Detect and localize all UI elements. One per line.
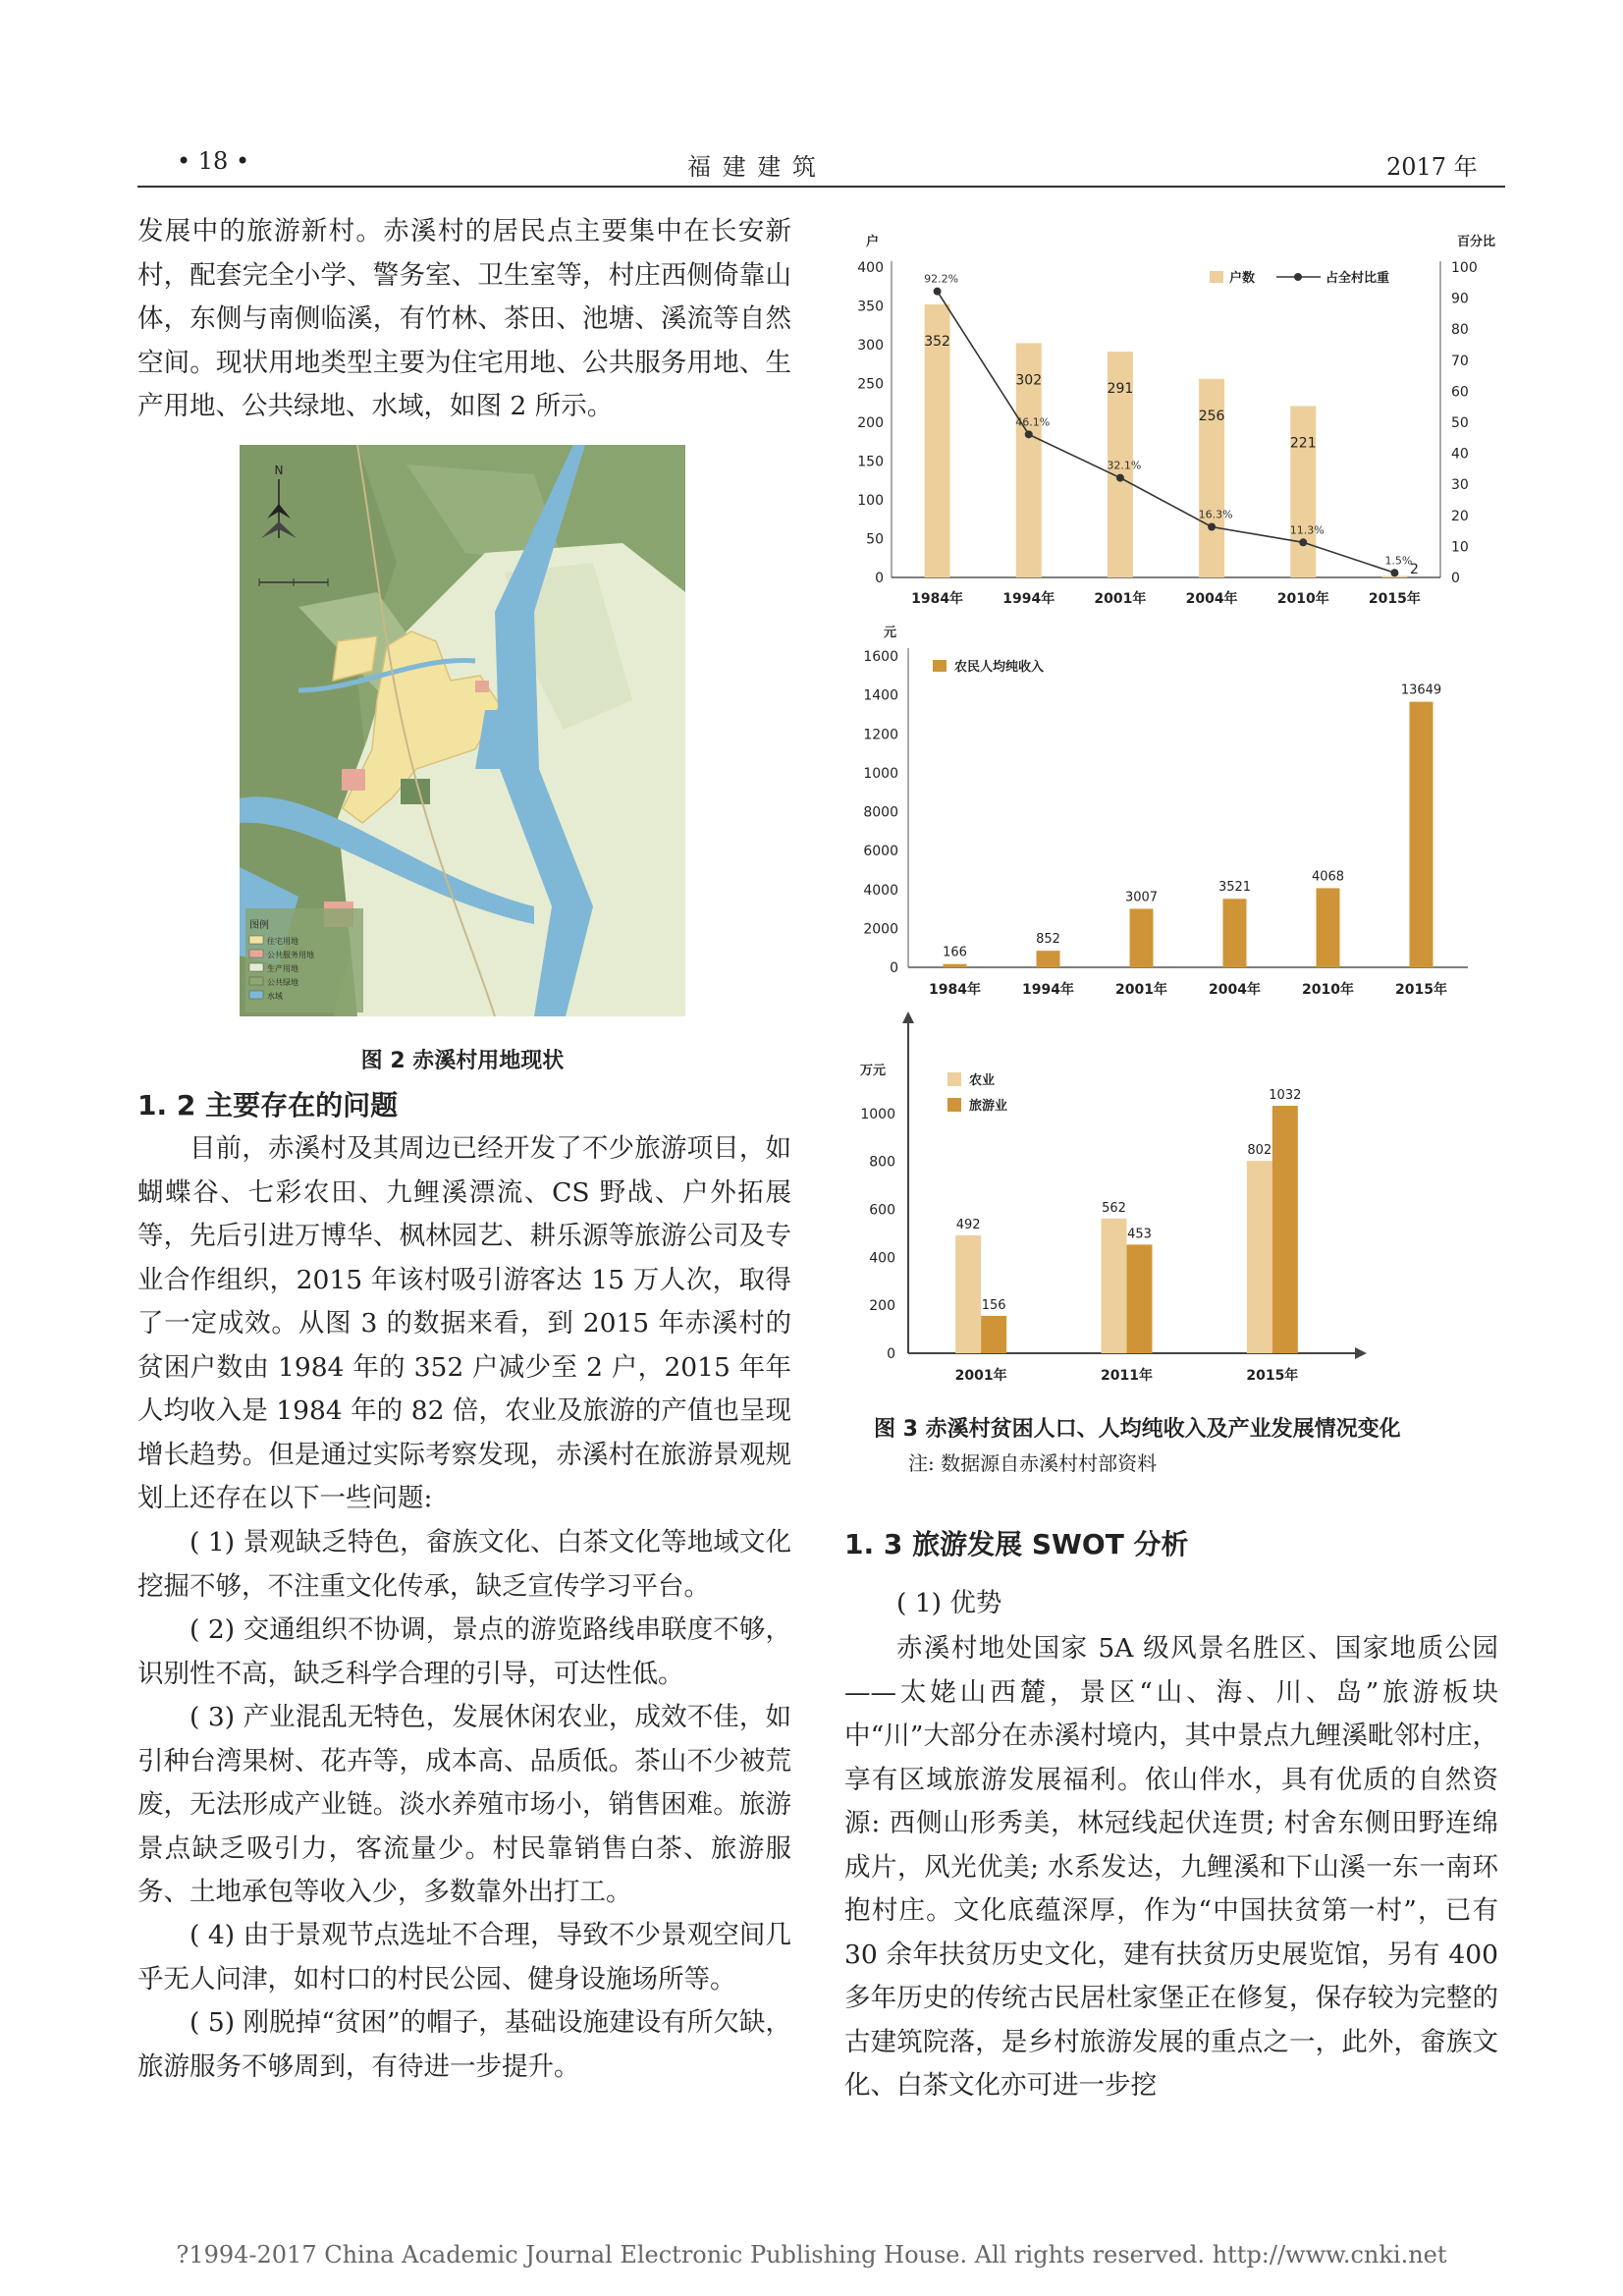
chart3-ytick-400: 400 xyxy=(869,1250,895,1267)
journal-title: 福 建 建 筑 xyxy=(687,153,818,181)
page-number: • 18 • xyxy=(177,147,250,175)
chart3-bar-label-2001-0: 492 xyxy=(955,1217,981,1232)
chart1-xtick-1994: 1994年 xyxy=(1002,591,1055,607)
chart1-ytick-right-60: 60 xyxy=(1451,384,1469,401)
chart1-ytick-right-50: 50 xyxy=(1451,415,1469,431)
chart3-bar-label-2015-1: 1032 xyxy=(1269,1088,1302,1104)
chart1-bar-2010 xyxy=(1290,406,1316,577)
chart3-ytick-800: 800 xyxy=(869,1154,895,1171)
chart3-ylabel: 万元 xyxy=(860,1064,887,1078)
chart1-ytick-left-250: 250 xyxy=(857,376,884,393)
compass-north-label: N xyxy=(274,464,284,477)
chart1-point-2015 xyxy=(1390,569,1398,576)
chart1-bar-label-2001: 291 xyxy=(1107,381,1134,398)
chart2-legend-swatch xyxy=(933,660,947,672)
chart1-ytick-left-400: 400 xyxy=(857,260,884,276)
chart1-legend-bar-swatch xyxy=(1210,271,1223,283)
chart2-legend-label: 农民人均纯收入 xyxy=(954,660,1045,675)
chart3-ytick-200: 200 xyxy=(869,1298,895,1315)
issue-1: ( 1) 景观缺乏特色，畲族文化、白茶文化等地域文化挖掘不够，不注重文化传承，缺乏宣传学习平台。 xyxy=(137,1527,791,1602)
chart1-ytick-left-200: 200 xyxy=(857,415,884,431)
advantages-paragraph: 赤溪村地处国家 5A 级风景名胜区、国家地质公园——太姥山西麓，景区“山、海、川、岛”旅游板块中“川”大部分在赤溪村境内，其中景点九鲤溪毗邻村庄，享有区域旅游发展福利。依山伴水，具有优质的自然资源: 西侧山形秀美，林冠线起伏连贯; 村舍东侧田野连绵成片，风光优美; 水系发达，九鲤溪和下山溪一东一南环抱村庄。文化底蕴深厚，作为“中国扶贫第一村”，已有 30 余年扶贫历史文化，建有扶贫历史展览馆，另有 400 多年历史的传统古民居杜家堡正在修复，保存较为完整的古建筑院落，是乡村旅游发展的重点之一，此外，畲族文化、白茶文化亦可进一步挖 xyxy=(844,1633,1498,2101)
chart1-ytick-right-90: 90 xyxy=(1451,291,1469,307)
chart2-xtick-1994: 1994年 xyxy=(1022,982,1074,998)
figure2-caption: 图 2 赤溪村用地现状 xyxy=(360,1049,565,1073)
chart1-point-2001 xyxy=(1116,474,1124,482)
chart2-ylabel: 元 xyxy=(884,626,897,640)
chart3-ytick-600: 600 xyxy=(869,1202,895,1219)
chart1-ytick-left-0: 0 xyxy=(875,571,884,586)
chart3-x-axis-arrow xyxy=(1355,1347,1367,1359)
chart3-y-axis-arrow xyxy=(902,1011,914,1023)
chart2-bar-label-2001: 3007 xyxy=(1124,890,1159,905)
subsection-advantages: ( 1) 优势 xyxy=(896,1588,1002,1618)
chart3-bar-2001-0 xyxy=(955,1235,981,1353)
legend-public-green: 公共绿地 xyxy=(267,978,298,987)
figure3-charts xyxy=(835,221,1512,1384)
section-1-2-title: 1. 2 主要存在的问题 xyxy=(137,1089,399,1121)
chart1-point-label-1984: 92.2% xyxy=(924,272,959,286)
figure3-note: 注: 数据源自赤溪村村部资料 xyxy=(908,1451,1158,1475)
chart1-ytick-right-100: 100 xyxy=(1451,260,1478,276)
chart2-bar-label-1994: 852 xyxy=(1036,932,1060,948)
chart1-ytick-right-30: 30 xyxy=(1451,477,1469,494)
chart1-ytick-left-50: 50 xyxy=(866,531,884,548)
chart1-xtick-2010: 2010年 xyxy=(1276,591,1329,607)
chart2-bar-1984 xyxy=(944,964,967,967)
chart1-xtick-2015: 2015年 xyxy=(1368,591,1421,607)
copyright-footer: ?1994-2017 China Academic Journal Electronic Publishing House. All rights reserved. http://www.cnki.net xyxy=(176,2241,1447,2269)
chart1-point-1984 xyxy=(934,288,942,296)
chart1-ytick-left-350: 350 xyxy=(857,299,884,315)
legend-residential: 住宅用地 xyxy=(267,937,298,946)
chart1-legend-bar-label: 户数 xyxy=(1229,271,1256,286)
chart2-bar-1994 xyxy=(1037,951,1060,967)
chart3-bar-2011-1 xyxy=(1127,1244,1153,1353)
chart3-bar-label-2015-0: 802 xyxy=(1247,1143,1272,1159)
issues-intro-paragraph: 目前，赤溪村及其周边已经开发了不少旅游项目，如蝴蝶谷、七彩农田、九鲤溪漂流、CS 野战、户外拓展等，先后引进万博华、枫林园艺、耕乐源等旅游公司及专业合作组织，2015 年该村吸引游客达 15 万人次，取得了一定成效。从图 3 的数据来看，到 2015 年赤溪村的贫困户数由 1984 年的 352 户减少至 2 户，2015 年年人均收入是 1984 年的 82 倍，农业及旅游的产值也呈现增长趋势。但是通过实际考察发现，赤溪村在旅游景观规划上还存在以下一些问题: xyxy=(137,1133,791,1513)
chart2-ytick-3: 6000 xyxy=(863,844,898,860)
chart1-ylabel-left: 户 xyxy=(866,235,880,249)
issue-5: ( 5) 刚脱掉“贫困”的帽子，基础设施建设有所欠缺，旅游服务不够周到，有待进一步提升。 xyxy=(137,2007,791,2082)
header-year: 2017 年 xyxy=(1386,153,1478,181)
chart1-point-label-2010: 11.3% xyxy=(1289,523,1325,537)
chart2-xtick-2015: 2015年 xyxy=(1395,982,1447,998)
chart3-bar-2001-1 xyxy=(981,1316,1006,1353)
chart3-bar-2015-1 xyxy=(1272,1106,1298,1353)
legend-public-service: 公共服务用地 xyxy=(267,951,314,959)
chart1-point-label-2004: 16.3% xyxy=(1198,508,1233,521)
chart2-ytick-1: 2000 xyxy=(863,921,898,938)
issue-2: ( 2) 交通组织不协调，景点的游览路线串联度不够，识别性不高，缺乏科学合理的引导，可达性低。 xyxy=(137,1614,791,1689)
chart2-bar-label-2010: 4068 xyxy=(1311,869,1345,885)
intro-paragraph: 发展中的旅游新村。赤溪村的居民点主要集中在长安新村，配套完全小学、警务室、卫生室等，村庄西侧倚靠山体，东侧与南侧临溪，有竹林、茶田、池塘、溪流等自然空间。现状用地类型主要为住宅用地、公共服务用地、生产用地、公共绿地、水域，如图 2 所示。 xyxy=(137,216,791,421)
chart2-xtick-2004: 2004年 xyxy=(1209,982,1261,998)
chart2-xtick-1984: 1984年 xyxy=(929,982,981,998)
chart1-point-label-2001: 32.1% xyxy=(1107,459,1142,472)
issue-4: ( 4) 由于景观节点选址不合理，导致不少景观空间几乎无人问津，如村口的村民公园、健身设施场所等。 xyxy=(137,1920,791,1995)
chart3-legend-swatch-0 xyxy=(947,1072,961,1086)
chart2-ytick-7: 1400 xyxy=(863,687,898,704)
chart3-ytick-0: 0 xyxy=(887,1346,895,1362)
issue-3: ( 3) 产业混乱无特色，发展休闲农业，成效不佳，如引种台湾果树、花卉等，成本高、品质低。茶山不少被荒废，无法形成产业链。淡水养殖市场小，销售困难。旅游景点缺乏吸引力，客流量少。村民靠销售白茶、旅游服务、土地承包等收入少，多数靠外出打工。 xyxy=(137,1702,791,1907)
chart3-bar-label-2011-1: 453 xyxy=(1127,1227,1152,1242)
chart3-bar-label-2001-1: 156 xyxy=(981,1297,1006,1313)
chart1-ytick-right-40: 40 xyxy=(1451,446,1469,463)
chart1-ytick-left-300: 300 xyxy=(857,338,884,354)
chart2-ytick-0: 0 xyxy=(890,960,898,976)
chart1-legend-line-label: 占全村比重 xyxy=(1325,271,1390,286)
chart3-xtick-2015: 2015年 xyxy=(1246,1368,1299,1384)
legend-title: 图例 xyxy=(249,920,269,931)
chart1-ytick-right-20: 20 xyxy=(1451,508,1469,524)
chart1-point-1994 xyxy=(1025,430,1033,438)
chart2-bar-2010 xyxy=(1317,888,1340,967)
legend-production: 生产用地 xyxy=(267,964,298,973)
chart3-legend-swatch-1 xyxy=(947,1098,961,1112)
chart2-xtick-2001: 2001年 xyxy=(1115,982,1167,998)
chart3-ytick-1000: 1000 xyxy=(860,1106,895,1122)
chart1-bar-label-2010: 221 xyxy=(1289,435,1317,452)
chart1-point-2010 xyxy=(1299,538,1307,546)
chart1-bar-label-2015: 2 xyxy=(1409,562,1419,577)
chart2-bar-2004 xyxy=(1223,899,1247,967)
chart1-ytick-left-100: 100 xyxy=(857,493,884,509)
chart2-ytick-8: 1600 xyxy=(863,649,898,665)
chart1-bar-label-1984: 352 xyxy=(924,333,950,350)
chart3-bar-2011-0 xyxy=(1102,1219,1127,1353)
chart1-xtick-1984: 1984年 xyxy=(911,591,964,607)
chart1-bar-label-1994: 302 xyxy=(1015,372,1043,389)
chart3-xtick-2011: 2011年 xyxy=(1101,1368,1153,1384)
chart2-bar-2001 xyxy=(1130,908,1154,967)
chart2-xtick-2010: 2010年 xyxy=(1302,982,1354,998)
chart1-ytick-right-10: 10 xyxy=(1451,539,1469,556)
chart1-ytick-left-150: 150 xyxy=(857,454,884,470)
chart1-bar-label-2004: 256 xyxy=(1198,408,1225,424)
chart3-legend-label-0: 农业 xyxy=(969,1073,996,1088)
chart1-ytick-right-0: 0 xyxy=(1451,571,1460,586)
chart2-bar-2015 xyxy=(1410,702,1434,967)
chart3-bar-label-2011-0: 562 xyxy=(1102,1200,1126,1216)
chart1-xtick-2001: 2001年 xyxy=(1094,591,1147,607)
chart2-ytick-5: 1000 xyxy=(863,765,898,782)
section-1-3-title: 1. 3 旅游发展 SWOT 分析 xyxy=(844,1528,1189,1560)
chart1-ytick-right-80: 80 xyxy=(1451,322,1469,339)
chart2-bar-label-1984: 166 xyxy=(943,945,967,960)
chart3-legend-label-1: 旅游业 xyxy=(969,1099,1008,1114)
chart2-ytick-4: 8000 xyxy=(863,804,898,821)
chart1-point-label-2015: 1.5% xyxy=(1384,554,1413,568)
figure3-caption: 图 3 赤溪村贫困人口、人均纯收入及产业发展情况变化 xyxy=(874,1417,1401,1442)
chart1-ytick-right-70: 70 xyxy=(1451,353,1469,369)
chart1-legend-line-marker xyxy=(1294,273,1302,281)
land-use-map xyxy=(240,445,685,1016)
chart3-xtick-2001: 2001年 xyxy=(954,1368,1007,1384)
chart2-bar-label-2004: 3521 xyxy=(1217,880,1252,896)
header-rule xyxy=(137,186,1505,188)
chart2-ytick-6: 1200 xyxy=(863,727,898,743)
chart2-bar-label-2015: 13649 xyxy=(1400,683,1442,698)
chart1-point-label-1994: 46.1% xyxy=(1015,415,1051,429)
chart1-ylabel-right: 百分比 xyxy=(1457,235,1496,249)
chart1-point-2004 xyxy=(1208,522,1216,530)
chart1-series-line xyxy=(938,292,1395,574)
chart3-bar-2015-0 xyxy=(1247,1161,1272,1353)
legend-water: 水域 xyxy=(267,992,283,1001)
chart1-xtick-2004: 2004年 xyxy=(1185,591,1238,607)
chart2-ytick-2: 4000 xyxy=(863,882,898,899)
